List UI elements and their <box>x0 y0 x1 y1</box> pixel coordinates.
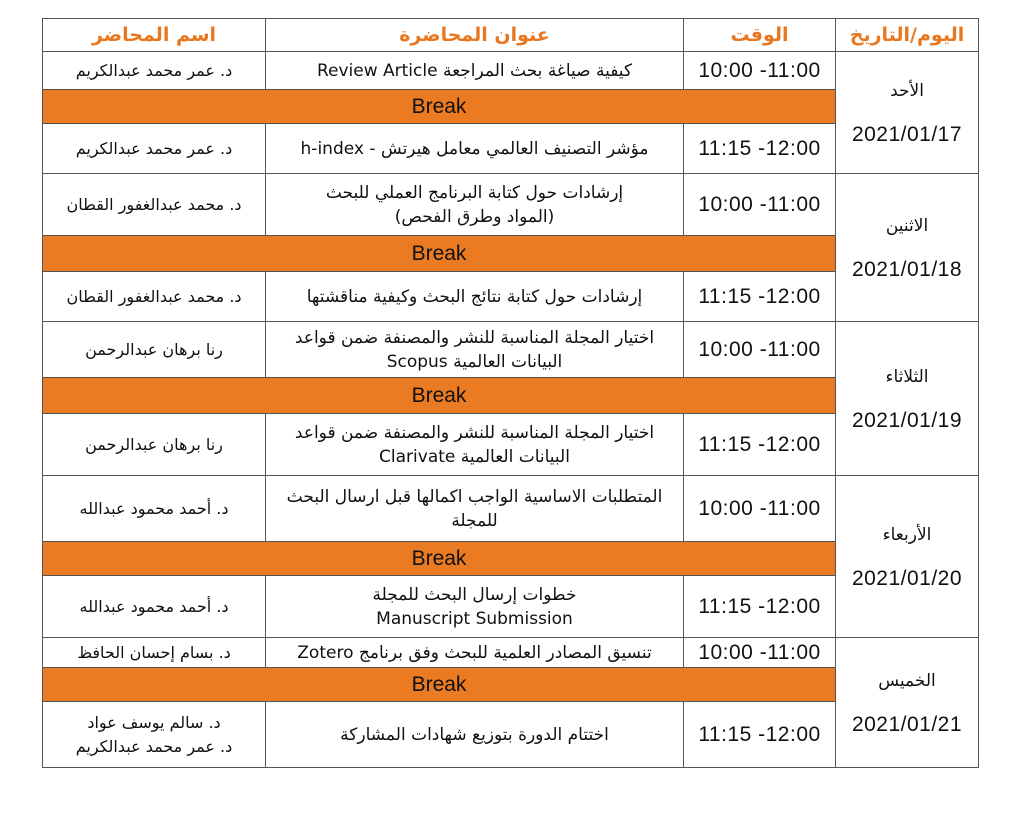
session-row <box>43 174 979 236</box>
lecturer-name: د. بسام إحسان الحافظ <box>77 642 231 662</box>
lecturer-name: رنا برهان عبدالرحمن <box>85 339 223 359</box>
session-title-line: البيانات العالمية Clarivate <box>379 446 570 467</box>
session-time: 10:00 -11:00 <box>684 476 836 542</box>
session-title-line: (المواد وطرق الفحص) <box>394 206 555 227</box>
session-title-line: مؤشر التصنيف العالمي معامل هيرتش - h-index <box>300 138 649 159</box>
header-time: الوقت <box>684 19 836 52</box>
session-lecturer <box>43 638 266 668</box>
session-lecturer <box>43 702 266 768</box>
schedule-table <box>42 18 979 768</box>
session-time: 10:00 -11:00 <box>684 322 836 378</box>
session-title-line: اختيار المجلة المناسبة للنشر والمصنفة ضمن قواعد <box>294 422 655 443</box>
session-title <box>266 476 684 542</box>
day-name: الأربعاء <box>882 524 932 545</box>
day-date: 2021/01/21 <box>851 712 963 736</box>
day-name: الثلاثاء <box>885 366 929 387</box>
lecturer-name: د. أحمد محمود عبدالله <box>79 596 229 616</box>
session-lecturer <box>43 124 266 174</box>
session-row <box>43 476 979 542</box>
day-cell <box>836 52 979 174</box>
day-name: الخميس <box>878 670 936 691</box>
session-title-line: البيانات العالمية Scopus <box>386 351 563 372</box>
session-time: 11:15 -12:00 <box>684 124 836 174</box>
session-row <box>43 52 979 90</box>
session-title <box>266 576 684 638</box>
schedule-body <box>43 52 979 768</box>
session-title-line: المتطلبات الاساسية الواجب اكمالها قبل ارسال البحث <box>286 486 663 507</box>
session-title <box>266 702 684 768</box>
day-cell <box>836 638 979 768</box>
break-label: Break <box>43 236 836 272</box>
header-row <box>43 19 979 52</box>
lecturer-name: د. سالم يوسف عواد <box>87 712 221 732</box>
session-lecturer <box>43 52 266 90</box>
session-title <box>266 322 684 378</box>
lecturer-name: د. محمد عبدالغفور القطان <box>66 194 242 214</box>
day-date: 2021/01/20 <box>851 566 963 590</box>
session-title-line: كيفية صياغة بحث المراجعة Review Article <box>316 60 633 81</box>
session-title-line: للمجلة <box>451 510 498 531</box>
session-title-line: خطوات إرسال البحث للمجلة <box>372 584 577 605</box>
break-label: Break <box>43 668 836 702</box>
session-row <box>43 638 979 668</box>
session-title-line: اختيار المجلة المناسبة للنشر والمصنفة ضمن قواعد <box>294 327 655 348</box>
day-name: الأحد <box>890 80 924 101</box>
session-lecturer <box>43 576 266 638</box>
header-lecturer: اسم المحاضر <box>43 19 266 52</box>
lecturer-name: د. عمر محمد عبدالكريم <box>75 60 233 80</box>
lecturer-name: د. عمر محمد عبدالكريم <box>75 736 233 756</box>
break-label: Break <box>43 90 836 124</box>
lecturer-name: رنا برهان عبدالرحمن <box>85 434 223 454</box>
session-row <box>43 322 979 378</box>
session-title <box>266 174 684 236</box>
session-time: 11:15 -12:00 <box>684 272 836 322</box>
break-label: Break <box>43 542 836 576</box>
header-title: عنوان المحاضرة <box>266 19 684 52</box>
session-title <box>266 638 684 668</box>
day-date: 2021/01/17 <box>851 122 963 146</box>
header-day-date: اليوم/التاريخ <box>836 19 979 52</box>
day-date: 2021/01/19 <box>851 408 963 432</box>
session-time: 11:15 -12:00 <box>684 414 836 476</box>
session-title <box>266 414 684 476</box>
session-lecturer <box>43 322 266 378</box>
day-cell <box>836 476 979 638</box>
session-lecturer <box>43 272 266 322</box>
lecturer-name: د. عمر محمد عبدالكريم <box>75 138 233 158</box>
break-label: Break <box>43 378 836 414</box>
session-title-line: Manuscript Submission <box>376 608 573 629</box>
day-cell <box>836 174 979 322</box>
session-title-line: إرشادات حول كتابة نتائج البحث وكيفية مناقشتها <box>306 286 643 307</box>
session-title-line: اختتام الدورة بتوزيع شهادات المشاركة <box>340 724 609 745</box>
day-date: 2021/01/18 <box>851 257 963 281</box>
session-title-line: إرشادات حول كتابة البرنامج العملي للبحث <box>325 182 624 203</box>
session-lecturer <box>43 414 266 476</box>
session-lecturer <box>43 476 266 542</box>
day-name: الاثنين <box>885 215 929 236</box>
session-time: 10:00 -11:00 <box>684 638 836 668</box>
lecturer-name: د. محمد عبدالغفور القطان <box>66 286 242 306</box>
session-time: 11:15 -12:00 <box>684 576 836 638</box>
session-title <box>266 272 684 322</box>
session-time: 10:00 -11:00 <box>684 52 836 90</box>
day-cell <box>836 322 979 476</box>
session-lecturer <box>43 174 266 236</box>
session-title <box>266 52 684 90</box>
session-title <box>266 124 684 174</box>
lecturer-name: د. أحمد محمود عبدالله <box>79 498 229 518</box>
session-time: 10:00 -11:00 <box>684 174 836 236</box>
session-time: 11:15 -12:00 <box>684 702 836 768</box>
session-title-line: تنسيق المصادر العلمية للبحث وفق برنامج Zotero <box>297 642 652 663</box>
